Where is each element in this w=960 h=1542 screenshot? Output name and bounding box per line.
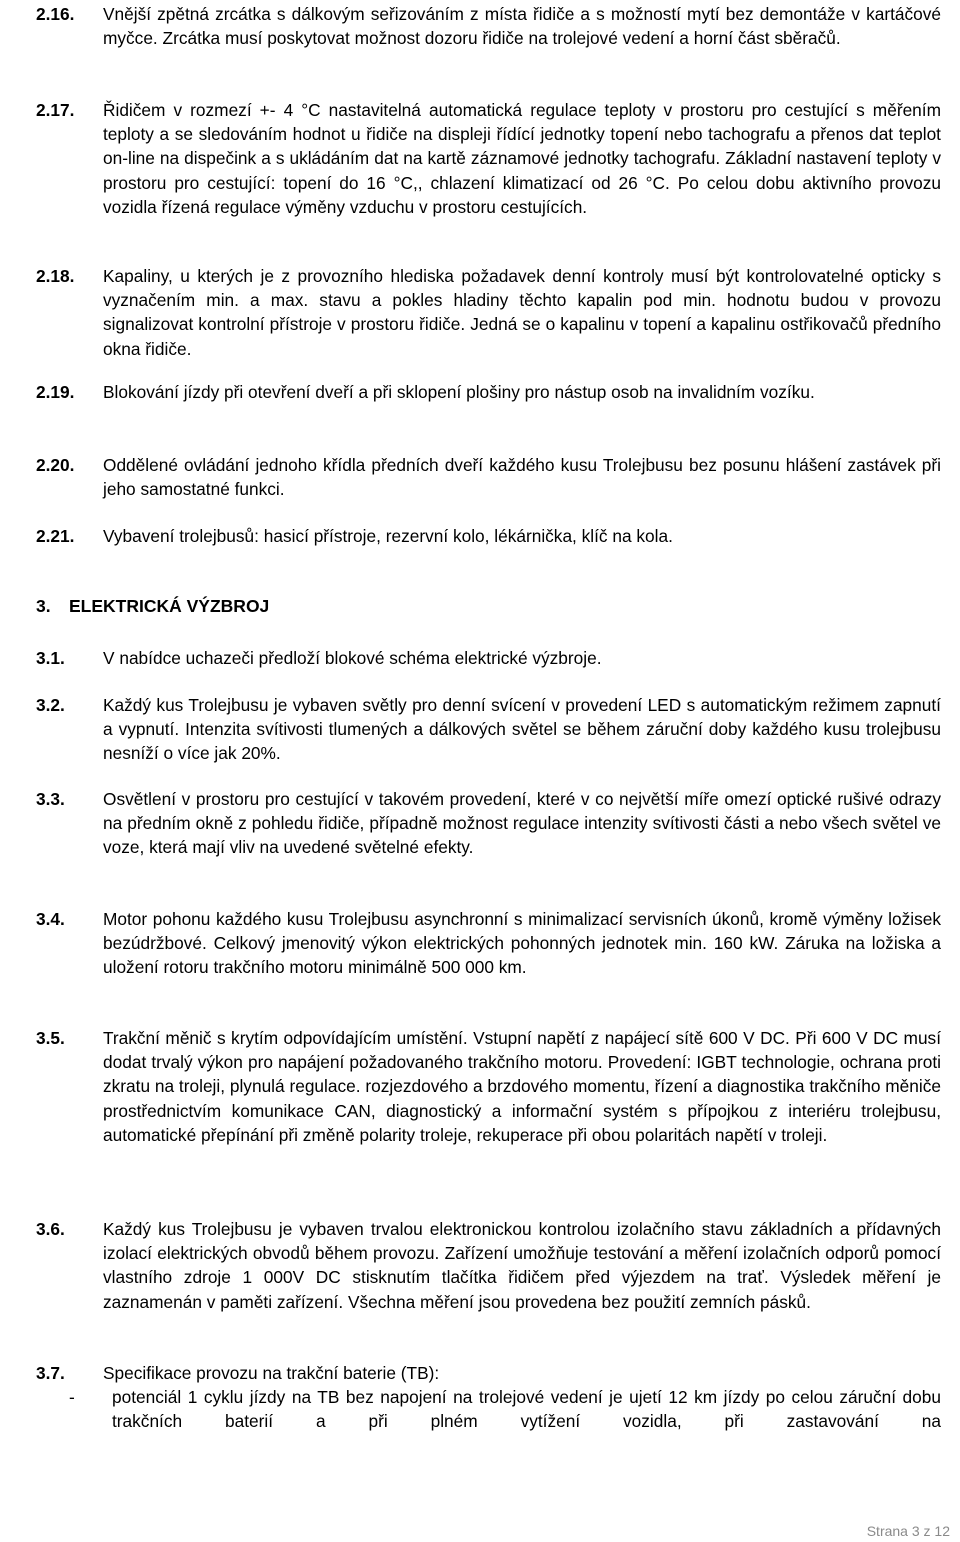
section-3-3: [36, 787, 941, 860]
section-number: 3.4.: [36, 909, 65, 929]
section-3-5: [36, 1026, 941, 1147]
chapter-title: ELEKTRICKÁ VÝZBROJ: [69, 596, 270, 616]
section-2-20: [36, 453, 941, 501]
bullet-item: [36, 1385, 941, 1433]
section-3-1: [36, 646, 941, 670]
section-number: 3.2.: [36, 695, 65, 715]
section-2-19: [36, 380, 941, 404]
section-text: Každý kus Trolejbusu je vybaven světly pro denní svícení v provedení LED s automatickým režimem zapnutí a vypnutí. Intenzita svítivosti tlumených a dálkových světel se během záruční doby každého kusu trolejbusu nesníží o více jak 20%.: [103, 695, 941, 764]
section-text: Vybavení trolejbusů: hasicí přístroje, rezervní kolo, lékárnička, klíč na kola.: [103, 526, 673, 546]
section-number: 3.1.: [36, 648, 65, 668]
section-text: Osvětlení v prostoru pro cestující v takovém provedení, které v co největší míře omezí optické rušivé odrazy na předním okně z pohledu řidiče, případně možnost regulace intenzity svítivosti části a nebo všech světel ve voze, která mají vliv na uvedené světelné efekty.: [103, 789, 941, 858]
section-text: Trakční měnič s krytím odpovídajícím umístění. Vstupní napětí z napájecí sítě 600 V DC. Při 600 V DC musí dodat trvalý výkon pro napájení požadovaného trakčního motoru. Provedení: IGBT technologie, ochrana proti zkratu na troleji, plynulá regulace. rozjezdového a brzdového momentu, řízení a diagnostika trakčního měniče prostřednictvím komunikace CAN, diagnostický a informační systém s přípojkou z interiéru trolejbusu, automatické přepínání při změně polarity troleje, rekuperace při obou polaritách napětí v troleji.: [103, 1028, 941, 1145]
chapter-heading: [36, 596, 269, 617]
bullet-text: potenciál 1 cyklu jízdy na TB bez napojení na trolejové vedení je ujetí 12 km jízdy po celou záruční dobu trakčních baterií a při plném vytížení vozidla, při zastavování na: [112, 1387, 941, 1432]
section-2-16: [36, 2, 941, 50]
section-number: 2.18.: [36, 266, 75, 286]
section-text: Řidičem v rozmezí +- 4 °C nastavitelná automatická regulace teploty v prostoru pro cestující s měřením teploty a se sledováním hodnot u řidiče na displeji řídící jednotky topení nebo tachografu a přenos dat teplot on-line na dispečink a s ukládáním dat na kartě záznamové jednotky tachografu. Základní nastavení teploty v prostoru pro cestující: topení do 16 °C,, chlazení klimatizací od 26 °C. Po celou dobu aktivního provozu vozidla řízená regulace výměny vzduchu v prostoru cestujících.: [103, 100, 941, 217]
section-text: Specifikace provozu na trakční baterie (TB):: [103, 1363, 440, 1383]
section-3-6: [36, 1217, 941, 1314]
section-3-7: [36, 1361, 941, 1385]
page-number: Strana 3 z 12: [866, 1523, 950, 1539]
section-text: Každý kus Trolejbusu je vybaven trvalou elektronickou kontrolou izolačního stavu základních a přídavných izolací elektrických obvodů během provozu. Zařízení umožňuje testování a měření izolačních odporů pomocí vlastního zdroje 1 000V DC stisknutím tlačítka řidičem před výjezdem na trať. Výsledek měření je zaznamenán v paměti zařízení. Všechna měření jsou provedena bez použití zemních pásků.: [103, 1219, 941, 1312]
section-number: 3.6.: [36, 1219, 65, 1239]
section-text: Vnější zpětná zrcátka s dálkovým seřizováním z místa řidiče a s možností mytí bez demontáže v kartáčové myčce. Zrcátka musí poskytovat možnost dozoru řidiče na trolejové vedení a horní část sběračů.: [103, 4, 941, 49]
section-2-18: [36, 264, 941, 361]
section-number: 2.16.: [36, 4, 75, 24]
section-3-2: [36, 693, 941, 766]
section-number: 2.19.: [36, 382, 75, 402]
section-text: Kapaliny, u kterých je z provozního hlediska požadavek denní kontroly musí být kontrolovatelné opticky s vyznačením min. a max. stavu a pokles hladiny těchto kapalin pod min. hodnotu budou v provozu signalizovat kontrolní přístroje v prostoru řidiče. Jedná se o kapalinu v topení a kapalinu ostřikovačů předního okna řidiče.: [103, 266, 941, 359]
section-number: 3.3.: [36, 789, 65, 809]
chapter-number: 3.: [36, 596, 51, 616]
section-number: 3.5.: [36, 1028, 65, 1048]
section-text: Blokování jízdy při otevření dveří a při sklopení plošiny pro nástup osob na invalidním vozíku.: [103, 382, 815, 402]
section-number: 2.21.: [36, 526, 75, 546]
dash-marker: -: [69, 1387, 75, 1407]
section-number: 2.20.: [36, 455, 75, 475]
section-text: Motor pohonu každého kusu Trolejbusu asynchronní s minimalizací servisních úkonů, kromě výměny ložisek bezúdržbové. Celkový jmenovitý výkon elektrických pohonných jednotek min. 160 kW. Záruka na ložiska a uložení rotoru trakčního motoru minimálně 500 000 km.: [103, 909, 941, 978]
section-text: V nabídce uchazeči předloží blokové schéma elektrické výzbroje.: [103, 648, 602, 668]
section-text: Oddělené ovládání jednoho křídla předních dveří každého kusu Trolejbusu bez posunu hlášení zastávek při jeho samostatné funkci.: [103, 455, 941, 500]
section-2-17: [36, 98, 941, 219]
section-number: 3.7.: [36, 1363, 65, 1383]
section-2-21: [36, 524, 941, 548]
section-number: 2.17.: [36, 100, 75, 120]
section-3-4: [36, 907, 941, 980]
